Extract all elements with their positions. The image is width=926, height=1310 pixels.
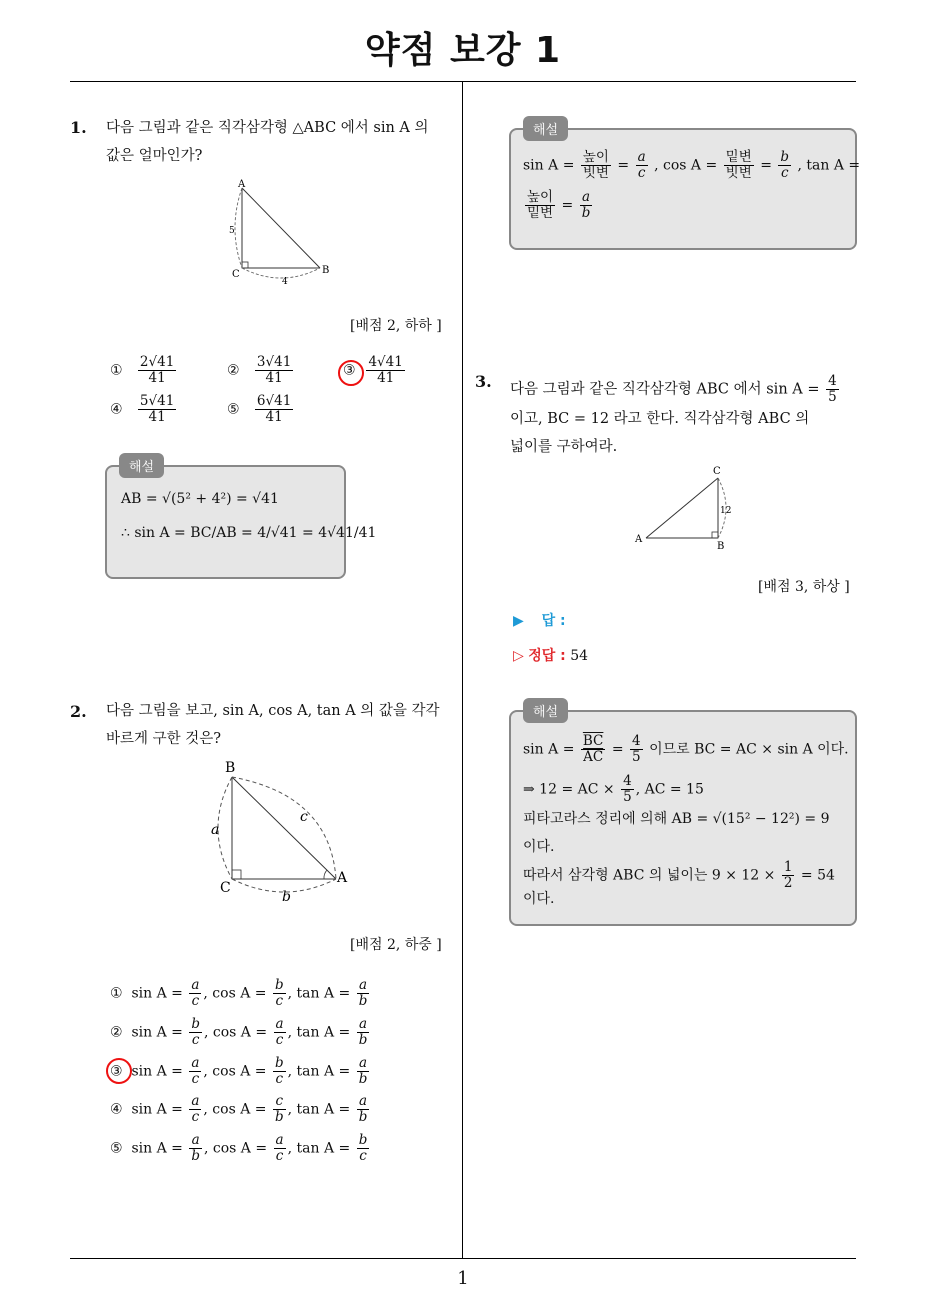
q3-text: [510, 374, 841, 461]
q3-solution-line1: sin A = $\frac{\overline{BC}}{AC}$ = $\frac{4}{5}$ 이므로 BC = AC × sin A 이다.: [523, 733, 849, 765]
q1-solution-box: [105, 460, 377, 579]
q3-correct-row: [513, 645, 588, 665]
q1-label-b: B: [322, 265, 330, 276]
q1-option-5[interactable]: ⑤ $\frac{6√41}{41}$: [227, 393, 292, 425]
q2-label-c: C: [220, 880, 231, 896]
q2-solution-line1: sin A = $\frac{\text{높이}}{\text{빗변}}$ = $\frac{a}{c}$ , cos A = $\frac{\text{밑변}}{\text{빗변}}$ = $\frac{b}{c}$ , tan A =: [523, 149, 861, 181]
q2-grade: [배점 2, 하중 ]: [350, 937, 442, 953]
q1-grade: [배점 2, 하하 ]: [350, 318, 442, 334]
q2-triangle-figure: [200, 755, 360, 905]
q2-option-3[interactable]: ③ sin A = $\frac{a}{c}$ , cos A = $\frac{b}{c}$ , tan A = $\frac{a}{b}$: [110, 1055, 368, 1087]
q1-solution-line2: ∴ sin A = BC/AB = 4/√41 = 4√41/41: [121, 525, 377, 541]
q1-side-4: 4: [282, 277, 288, 287]
q1-option-3[interactable]: ③ $\frac{4√41}{41}$: [343, 354, 403, 386]
q3-correct-label: 정답 :: [528, 648, 566, 664]
q2-option-1[interactable]: ① sin A = $\frac{a}{c}$ , cos A = $\frac{b}{c}$ , tan A = $\frac{a}{b}$: [110, 977, 368, 1009]
q2-solution-line2: $\frac{\text{높이}}{\text{밑변}}$ = $\frac{a}{b}$: [527, 189, 591, 221]
q2-text-line2: 바르게 구한 것은?: [106, 731, 222, 747]
top-rule: [70, 81, 856, 82]
q3-answer-row: [513, 610, 566, 630]
q3-solution-line2: ⇒ 12 = AC × $\frac{4}{5}$ , AC = 15: [523, 773, 704, 805]
q2-side-b: b: [282, 889, 291, 905]
q2-option-4[interactable]: ④ sin A = $\frac{a}{c}$ , cos A = $\frac{c}{b}$ , tan A = $\frac{a}{b}$: [110, 1093, 368, 1125]
q2-text-line1: 다음 그림을 보고, sin A, cos A, tan A 의 값을 각각: [106, 703, 440, 719]
q3-text-line1: 다음 그림과 같은 직각삼각형 ABC 에서 sin A = $\frac{4}{5}$: [510, 373, 837, 405]
q1-text-line1: 다음 그림과 같은 직각삼각형 △ABC 에서 sin A 의: [106, 120, 429, 136]
q2-selected-circle: [106, 1058, 132, 1084]
q1-option-4[interactable]: ④ $\frac{5√41}{41}$: [110, 393, 175, 425]
q1-option-2[interactable]: ② $\frac{3√41}{41}$: [227, 354, 292, 386]
q1-triangle-figure: [222, 176, 337, 291]
q3-solution-box: [509, 705, 857, 926]
q3-solution-tag: 해설: [523, 698, 568, 723]
q1-solution-tag: 해설: [119, 453, 164, 478]
q3-solution-line5: 따라서 삼각형 ABC 의 넓이는 9 × 12 × $\frac{1}{2}$ = 54: [523, 859, 835, 891]
page-number: 1: [457, 1268, 469, 1289]
q1-number: 1.: [70, 118, 87, 137]
q3-answer-label: 답 :: [541, 613, 566, 629]
q1-label-c: C: [232, 269, 240, 280]
q3-solution-line4: 이다.: [523, 839, 555, 855]
q3-label-c: C: [713, 466, 721, 477]
q3-side-12: 12: [720, 506, 732, 516]
q2-solution-box: [509, 123, 861, 250]
q3-label-b: B: [717, 541, 725, 552]
q2-label-b: B: [225, 760, 236, 776]
q3-text-line2: 이고, BC = 12 라고 한다. 직각삼각형 ABC 의: [510, 411, 810, 427]
q2-option-5[interactable]: ⑤ sin A = $\frac{a}{b}$ , cos A = $\frac{a}{c}$ , tan A = $\frac{b}{c}$: [110, 1132, 368, 1164]
bottom-rule: [70, 1258, 856, 1259]
q3-text-line3: 넓이를 구하여라.: [510, 439, 618, 455]
q3-label-a: A: [635, 534, 643, 545]
q1-text: [106, 114, 429, 170]
q3-triangle-figure: [630, 462, 740, 552]
page-title: 약점 보강 1: [364, 30, 562, 71]
q1-solution-line1: AB = √(5² + 4²) = √41: [121, 491, 279, 507]
q2-solution-tag: 해설: [523, 116, 568, 141]
q2-label-a: A: [337, 870, 348, 886]
q2-side-c: c: [300, 809, 308, 825]
q3-solution-line3: 피타고라스 정리에 의해 AB = √(15² − 12²) = 9: [523, 811, 830, 827]
q1-selected-circle: [338, 360, 364, 386]
q2-option-2[interactable]: ② sin A = $\frac{b}{c}$ , cos A = $\frac{a}{c}$ , tan A = $\frac{a}{b}$: [110, 1016, 368, 1048]
q1-text-line2: 값은 얼마인가?: [106, 148, 203, 164]
q3-number: 3.: [475, 372, 492, 391]
q2-text: [106, 697, 440, 753]
q1-option-1[interactable]: ① $\frac{2√41}{41}$: [110, 354, 175, 386]
q1-side-5: 5: [229, 226, 235, 236]
q3-correct-value: 54: [570, 648, 589, 664]
q2-side-a: a: [211, 822, 220, 838]
outline-play-icon: ▷: [513, 648, 524, 664]
q3-solution-line6: 이다.: [523, 891, 555, 907]
q3-grade: [배점 3, 하상 ]: [758, 579, 850, 595]
q1-label-a: A: [238, 179, 246, 190]
q2-number: 2.: [70, 702, 87, 721]
column-divider: [462, 82, 463, 1258]
play-icon: ▶: [513, 613, 524, 629]
